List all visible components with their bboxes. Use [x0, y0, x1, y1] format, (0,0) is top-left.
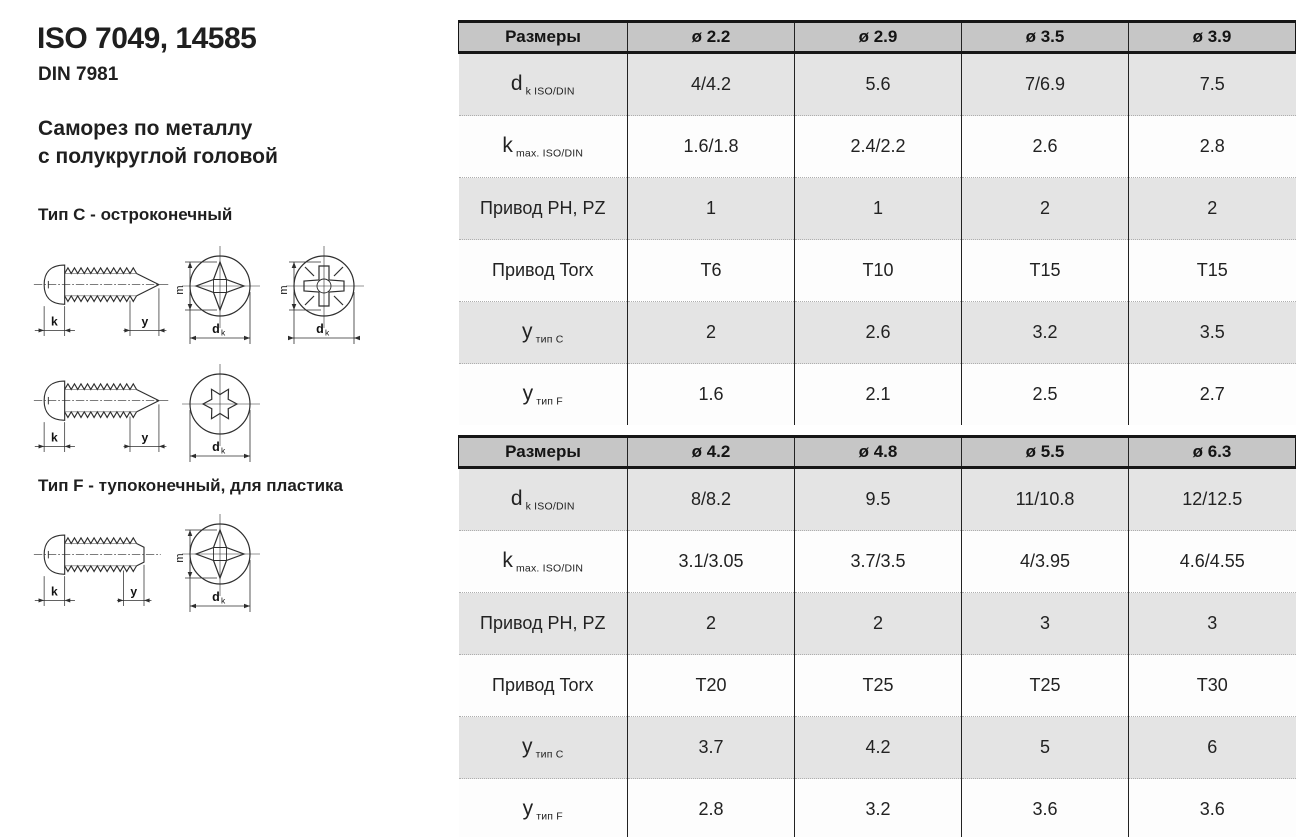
row-label — [459, 717, 628, 779]
head-diameter-label: d — [212, 322, 220, 336]
cell-value: 2.1 — [795, 364, 962, 426]
cell-value: 2 — [1129, 178, 1296, 240]
cell-value: 3.1/3.05 — [628, 531, 795, 593]
table-row — [459, 240, 1296, 302]
table-row — [459, 531, 1296, 593]
cell-value: 2 — [962, 178, 1129, 240]
row-label: Привод Torx — [459, 655, 628, 717]
k-dimension — [35, 306, 75, 336]
head-diameter-sub: k — [221, 595, 226, 606]
cell-value: 5 — [962, 717, 1129, 779]
cell-value: 3.2 — [795, 779, 962, 837]
row-label: Привод PH, PZ — [459, 178, 628, 240]
row-label-symbol: у — [522, 796, 534, 820]
recess-depth-label: m — [174, 553, 186, 563]
diameter-column-header: ø 5.5 — [962, 437, 1129, 468]
cell-value: 3.2 — [962, 302, 1129, 364]
table-row — [459, 116, 1296, 178]
diameter-column-header: ø 3.9 — [1129, 22, 1296, 53]
row-label-subscript: тип F — [533, 395, 563, 408]
cell-value: 4.2 — [795, 717, 962, 779]
cell-value: 2 — [628, 302, 795, 364]
y-dimension — [117, 565, 152, 606]
diameter-column-header: ø 2.9 — [795, 22, 962, 53]
head-diameter-label: d — [212, 590, 220, 604]
cell-value: 4.6/4.55 — [1129, 531, 1296, 593]
head-diameter-label: d — [316, 322, 324, 336]
row-label-subscript: max. ISO/DIN — [512, 562, 584, 575]
cell-value: 2.8 — [1129, 116, 1296, 178]
table-header-label: Размеры — [459, 437, 628, 468]
spec-table-small-diameters — [458, 20, 1296, 425]
table-header-label: Размеры — [459, 22, 628, 53]
row-label-symbol: у — [522, 381, 534, 405]
table-row — [459, 468, 1296, 531]
cell-value: 4/4.2 — [628, 53, 795, 116]
cell-value: T10 — [795, 240, 962, 302]
diameter-column-header: ø 3.5 — [962, 22, 1129, 53]
table-row — [459, 302, 1296, 364]
row-label-symbol: d — [510, 486, 523, 510]
screw-side-view-type-f — [32, 516, 172, 612]
type-f-heading: Тип F - тупоконечный, для пластика — [38, 476, 343, 495]
head-top-view-phillips-1 — [160, 240, 264, 352]
cell-value: 3 — [1129, 593, 1296, 655]
table-row — [459, 717, 1296, 779]
cell-value: 2 — [795, 593, 962, 655]
row-label-subscript: тип F — [533, 810, 563, 823]
cell-value: 2.6 — [795, 302, 962, 364]
cell-value: 2.6 — [962, 116, 1129, 178]
cell-value: 1 — [795, 178, 962, 240]
k-dimension — [35, 422, 75, 452]
din-subtitle: DIN 7981 — [38, 64, 119, 85]
cell-value: 1.6 — [628, 364, 795, 426]
product-name-line1: Саморез по металлу — [38, 117, 253, 140]
row-label — [459, 302, 628, 364]
row-label-symbol: k — [502, 548, 513, 572]
table-row — [459, 779, 1296, 837]
diameter-column-header: ø 2.2 — [628, 22, 795, 53]
cell-value: T6 — [628, 240, 795, 302]
head-diameter-sub: k — [221, 327, 226, 338]
row-label-symbol: d — [510, 71, 523, 95]
cell-value: 3.7 — [628, 717, 795, 779]
cell-value: 3 — [962, 593, 1129, 655]
head-top-view-pozidriv-1 — [264, 240, 368, 352]
tip-length-label: y — [130, 584, 138, 599]
head-diameter-label: d — [212, 440, 220, 454]
head-diameter-sub: k — [325, 327, 330, 338]
head-height-label: k — [51, 430, 58, 445]
cell-value: 2.4/2.2 — [795, 116, 962, 178]
cell-value: T15 — [1129, 240, 1296, 302]
row-label — [459, 53, 628, 116]
cell-value: T20 — [628, 655, 795, 717]
cell-value: 2.8 — [628, 779, 795, 837]
table-row — [459, 364, 1296, 426]
head-top-view-torx — [160, 358, 264, 470]
cell-value: 4/3.95 — [962, 531, 1129, 593]
row-label — [459, 364, 628, 426]
cell-value: 3.6 — [962, 779, 1129, 837]
diameter-column-header: ø 6.3 — [1129, 437, 1296, 468]
cell-value: 7/6.9 — [962, 53, 1129, 116]
table-row — [459, 178, 1296, 240]
tip-length-label: y — [141, 314, 149, 329]
row-label — [459, 468, 628, 531]
cell-value: 3.6 — [1129, 779, 1296, 837]
head-top-view-phillips-2 — [160, 508, 264, 620]
product-name-line2: с полукруглой головой — [38, 145, 278, 169]
cell-value: 6 — [1129, 717, 1296, 779]
diameter-column-header: ø 4.2 — [628, 437, 795, 468]
cell-value: 7.5 — [1129, 53, 1296, 116]
row-label-symbol: k — [502, 133, 513, 157]
cell-value: T30 — [1129, 655, 1296, 717]
tip-length-label: y — [141, 430, 149, 445]
cell-value: 2.5 — [962, 364, 1129, 426]
cell-value: 12/12.5 — [1129, 468, 1296, 531]
cell-value: 5.6 — [795, 53, 962, 116]
table-header-row — [459, 22, 1296, 53]
screw-side-view-type-c-2 — [32, 362, 172, 458]
row-label: Привод Torx — [459, 240, 628, 302]
spec-table-large-diameters — [458, 435, 1296, 837]
row-label-symbol: у — [522, 734, 533, 758]
cell-value: 8/8.2 — [628, 468, 795, 531]
screw-side-view-type-c-1 — [32, 246, 172, 342]
page-title: ISO 7049, 14585 — [37, 22, 257, 55]
cell-value: 3.7/3.5 — [795, 531, 962, 593]
cell-value: 9.5 — [795, 468, 962, 531]
row-label-subscript: k ISO/DIN — [522, 85, 575, 98]
row-label — [459, 116, 628, 178]
cell-value: 1 — [628, 178, 795, 240]
row-label-subscript: тип C — [532, 333, 564, 346]
diameter-column-header: ø 4.8 — [795, 437, 962, 468]
product-name — [38, 115, 278, 172]
k-dimension — [35, 576, 75, 606]
row-label — [459, 531, 628, 593]
head-diameter-sub: k — [221, 445, 226, 456]
recess-depth-label: m — [174, 285, 186, 295]
recess-depth-label: m — [278, 285, 290, 295]
row-label-subscript: тип C — [532, 748, 564, 761]
row-label-subscript: max. ISO/DIN — [512, 147, 584, 160]
type-c-heading: Тип C - остроконечный — [38, 205, 233, 224]
cell-value: 3.5 — [1129, 302, 1296, 364]
cell-value: 2 — [628, 593, 795, 655]
head-height-label: k — [51, 314, 58, 329]
row-label-symbol: у — [522, 319, 533, 343]
row-label-subscript: k ISO/DIN — [522, 500, 575, 513]
table-row — [459, 655, 1296, 717]
cell-value: 1.6/1.8 — [628, 116, 795, 178]
cell-value: 11/10.8 — [962, 468, 1129, 531]
cell-value: T25 — [962, 655, 1129, 717]
cell-value: 2.7 — [1129, 364, 1296, 426]
head-height-label: k — [51, 584, 58, 599]
table-row — [459, 593, 1296, 655]
table-row — [459, 53, 1296, 116]
table-header-row — [459, 437, 1296, 468]
cell-value: T15 — [962, 240, 1129, 302]
cell-value: T25 — [795, 655, 962, 717]
row-label — [459, 779, 628, 837]
row-label: Привод PH, PZ — [459, 593, 628, 655]
